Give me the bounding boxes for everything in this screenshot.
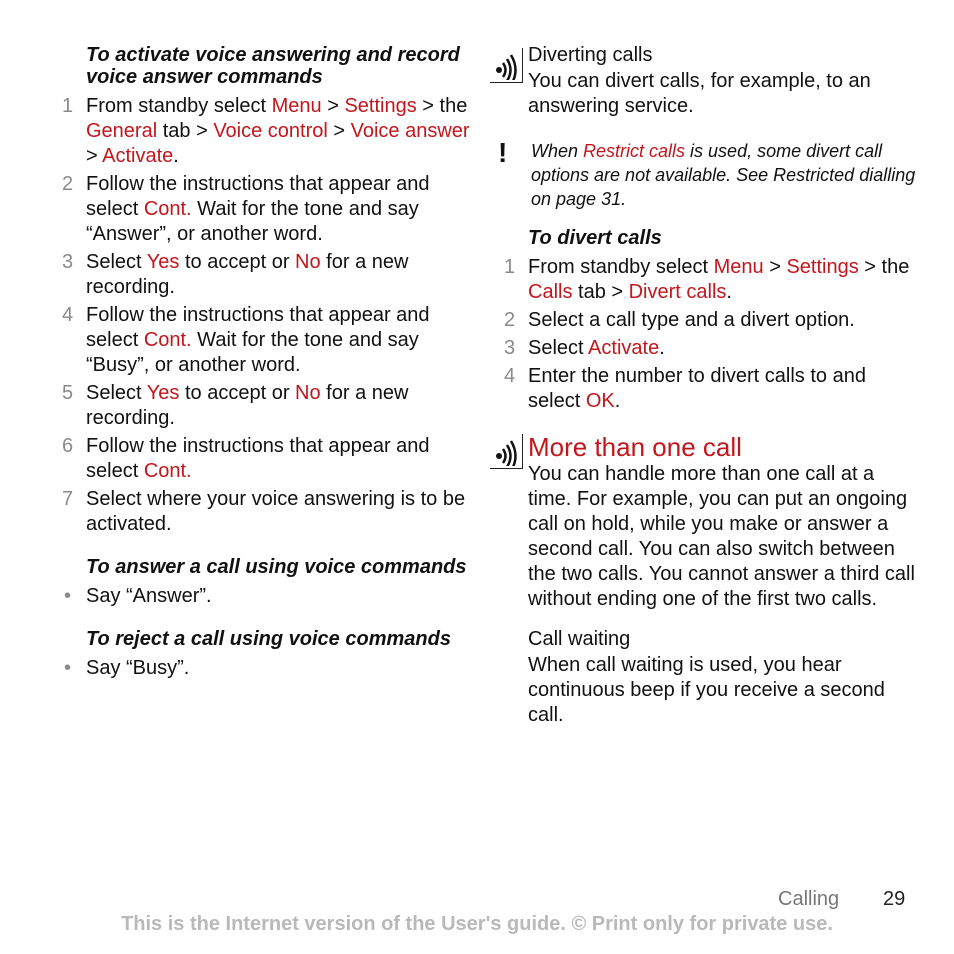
activate-voice-answer-heading: To activate voice answering and record voice answer commands bbox=[86, 44, 460, 88]
footer-section-name: Calling bbox=[778, 888, 840, 910]
step-number: 1 bbox=[62, 95, 74, 117]
step-text: > bbox=[321, 95, 345, 117]
menu-ref: Activate bbox=[588, 337, 660, 359]
step-number: 2 bbox=[62, 173, 74, 195]
step-text: Enter the number to divert calls to and select bbox=[528, 365, 866, 412]
step-text: > the bbox=[416, 95, 468, 117]
step-text: From standby select bbox=[86, 95, 272, 117]
step-text: for a new recording. bbox=[86, 251, 409, 298]
note-text-part: is used, some divert call options are not available. See Restricted dialling on page 31. bbox=[531, 141, 916, 209]
more-than-one-call-text: You can handle more than one call at a time. For example, you can put an ongoing call on hold, while you make or answer a second call. You can also switch between the two calls. You cannot answer a third call without ending one of the first two calls. bbox=[528, 463, 915, 610]
menu-ref: Menu bbox=[271, 95, 322, 117]
step-number: 4 bbox=[504, 365, 516, 387]
menu-ref: Menu bbox=[713, 256, 764, 278]
menu-ref: Settings bbox=[344, 95, 417, 117]
step-text: Select a call type and a divert option. bbox=[528, 309, 855, 331]
call-waiting-section bbox=[490, 628, 920, 728]
bullet-icon: • bbox=[64, 657, 72, 679]
call-waiting-title: Call waiting bbox=[528, 628, 631, 650]
diverting-calls-text: You can divert calls, for example, to an answering service. bbox=[528, 70, 871, 117]
right-column bbox=[490, 44, 920, 728]
step-text: . bbox=[659, 337, 665, 359]
divert-calls-heading: To divert calls bbox=[528, 227, 662, 249]
reject-voice-heading: To reject a call using voice commands bbox=[86, 628, 451, 650]
menu-ref: Yes bbox=[146, 251, 180, 273]
menu-ref: Calls bbox=[528, 281, 573, 303]
menu-ref: Cont. bbox=[143, 329, 192, 351]
exclamation-icon: ! bbox=[498, 137, 508, 168]
menu-ref: No bbox=[295, 251, 321, 273]
step-text: . bbox=[726, 281, 732, 303]
step-text: Select bbox=[86, 382, 147, 404]
step-text: > bbox=[763, 256, 787, 278]
step-text: > the bbox=[858, 256, 910, 278]
step-text: Select bbox=[528, 337, 589, 359]
internet-version-note: This is the Internet version of the User's guide. © Print only for private use. bbox=[121, 913, 833, 935]
bullet-icon: • bbox=[64, 585, 72, 607]
step-1 bbox=[60, 94, 470, 169]
step-5 bbox=[60, 381, 470, 431]
divert-steps bbox=[502, 255, 920, 414]
menu-ref: Yes bbox=[146, 382, 180, 404]
step-text: > bbox=[327, 120, 351, 142]
step-text: Select bbox=[86, 251, 147, 273]
menu-ref: Voice answer bbox=[350, 120, 470, 142]
step-4 bbox=[60, 303, 470, 378]
step-number: 3 bbox=[62, 251, 74, 273]
diverting-calls-title: Diverting calls bbox=[528, 44, 653, 66]
menu-ref: Cont. bbox=[143, 460, 192, 482]
step-text: Select where your voice answering is to be activated. bbox=[86, 488, 466, 535]
menu-ref: OK bbox=[585, 390, 615, 412]
step-number: 6 bbox=[62, 435, 74, 457]
step-number: 4 bbox=[62, 304, 74, 326]
note-text-part: When bbox=[531, 141, 584, 161]
step-number: 7 bbox=[62, 488, 74, 510]
step-number: 3 bbox=[504, 337, 516, 359]
note-text bbox=[531, 139, 920, 211]
divert-step-3 bbox=[502, 336, 920, 361]
step-text: to accept or bbox=[179, 251, 296, 273]
bullet-text: Say “Busy”. bbox=[86, 657, 190, 679]
network-service-icon bbox=[490, 48, 523, 83]
menu-ref: Voice control bbox=[213, 120, 328, 142]
call-waiting-text: When call waiting is used, you hear continuous beep if you receive a second call. bbox=[528, 654, 885, 726]
divert-step-2 bbox=[502, 308, 920, 333]
answer-bullet bbox=[60, 584, 470, 609]
step-text: . bbox=[173, 145, 179, 167]
step-number: 5 bbox=[62, 382, 74, 404]
menu-ref: No bbox=[295, 382, 321, 404]
step-text: Follow the instructions that appear and select bbox=[86, 304, 430, 351]
step-text: > bbox=[86, 145, 103, 167]
more-than-one-call-section bbox=[490, 432, 920, 612]
menu-ref: Cont. bbox=[143, 198, 192, 220]
step-text: Wait for the tone and say “Busy”, or another word. bbox=[86, 329, 419, 376]
left-column bbox=[60, 44, 470, 684]
menu-ref: Activate bbox=[102, 145, 174, 167]
diverting-section bbox=[490, 44, 920, 119]
step-text: tab > bbox=[157, 120, 214, 142]
divert-step-1 bbox=[502, 255, 920, 305]
step-text: tab > bbox=[572, 281, 629, 303]
step-text: Follow the instructions that appear and select bbox=[86, 173, 430, 220]
menu-ref: Settings bbox=[786, 256, 859, 278]
divert-step-4 bbox=[502, 364, 920, 414]
step-2 bbox=[60, 172, 470, 247]
step-7 bbox=[60, 487, 470, 537]
restrict-note bbox=[490, 139, 920, 211]
step-3 bbox=[60, 250, 470, 300]
step-text: Follow the instructions that appear and select bbox=[86, 435, 430, 482]
menu-ref: General bbox=[86, 120, 158, 142]
more-than-one-call-title: More than one call bbox=[528, 432, 742, 462]
step-number: 1 bbox=[504, 256, 516, 278]
step-text: From standby select bbox=[528, 256, 714, 278]
answer-voice-heading: To answer a call using voice commands bbox=[86, 556, 467, 578]
step-6 bbox=[60, 434, 470, 484]
menu-ref: Divert calls bbox=[628, 281, 727, 303]
reject-bullet bbox=[60, 656, 470, 681]
menu-ref: Restrict calls bbox=[583, 141, 686, 161]
bullet-text: Say “Answer”. bbox=[86, 585, 212, 607]
network-service-icon bbox=[490, 434, 523, 469]
step-text: . bbox=[614, 390, 621, 412]
page-number: 29 bbox=[883, 888, 906, 910]
step-text: Wait for the tone and say “Answer”, or another word. bbox=[86, 198, 419, 245]
step-text: to accept or bbox=[179, 382, 296, 404]
activate-steps bbox=[60, 94, 470, 537]
step-number: 2 bbox=[504, 309, 516, 331]
step-text: for a new recording. bbox=[86, 382, 409, 429]
